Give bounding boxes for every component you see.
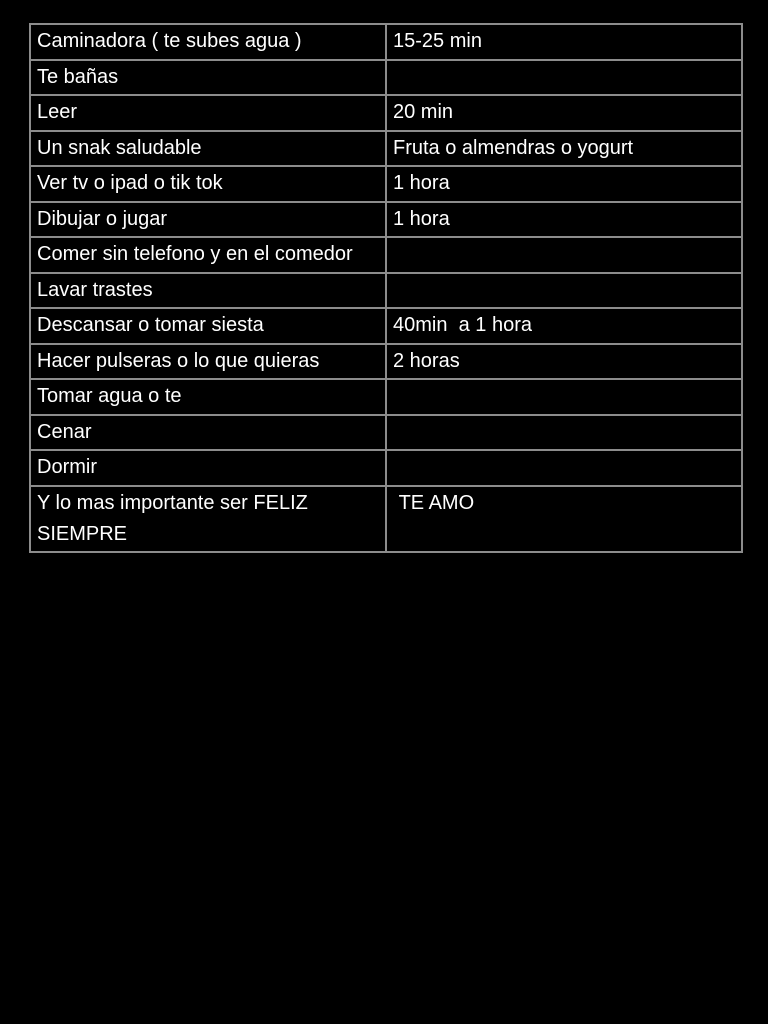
table-row (30, 131, 742, 167)
table-row (30, 450, 742, 486)
time-cell: 20 min (386, 95, 742, 131)
activity-cell: Cenar (30, 415, 386, 451)
table-row (30, 415, 742, 451)
time-cell: 40min a 1 hora (386, 308, 742, 344)
activity-cell: Un snak saludable (30, 131, 386, 167)
time-cell: Fruta o almendras o yogurt (386, 131, 742, 167)
table-row (30, 308, 742, 344)
activity-cell: Tomar agua o te (30, 379, 386, 415)
table-row (30, 379, 742, 415)
activity-cell: Ver tv o ipad o tik tok (30, 166, 386, 202)
activity-cell: Lavar trastes (30, 273, 386, 309)
schedule-table (29, 23, 743, 553)
activity-cell: Te bañas (30, 60, 386, 96)
table-row (30, 24, 742, 60)
table-row (30, 166, 742, 202)
time-cell (386, 415, 742, 451)
time-cell: 1 hora (386, 202, 742, 238)
table-row (30, 202, 742, 238)
activity-cell: Dormir (30, 450, 386, 486)
activity-cell: Leer (30, 95, 386, 131)
time-cell (386, 60, 742, 96)
time-cell (386, 450, 742, 486)
table-row (30, 237, 742, 273)
table-row (30, 273, 742, 309)
time-cell: 1 hora (386, 166, 742, 202)
table-row (30, 60, 742, 96)
time-cell: TE AMO (386, 486, 742, 552)
table-row (30, 344, 742, 380)
time-cell (386, 379, 742, 415)
activity-cell: Hacer pulseras o lo que quieras (30, 344, 386, 380)
time-cell: 2 horas (386, 344, 742, 380)
activity-cell: Descansar o tomar siesta (30, 308, 386, 344)
activity-cell: Dibujar o jugar (30, 202, 386, 238)
activity-cell: Y lo mas importante ser FELIZ SIEMPRE (30, 486, 386, 552)
activity-cell: Caminadora ( te subes agua ) (30, 24, 386, 60)
activity-cell: Comer sin telefono y en el comedor (30, 237, 386, 273)
time-cell: 15-25 min (386, 24, 742, 60)
time-cell (386, 237, 742, 273)
table-row (30, 95, 742, 131)
time-cell (386, 273, 742, 309)
table-row (30, 486, 742, 552)
